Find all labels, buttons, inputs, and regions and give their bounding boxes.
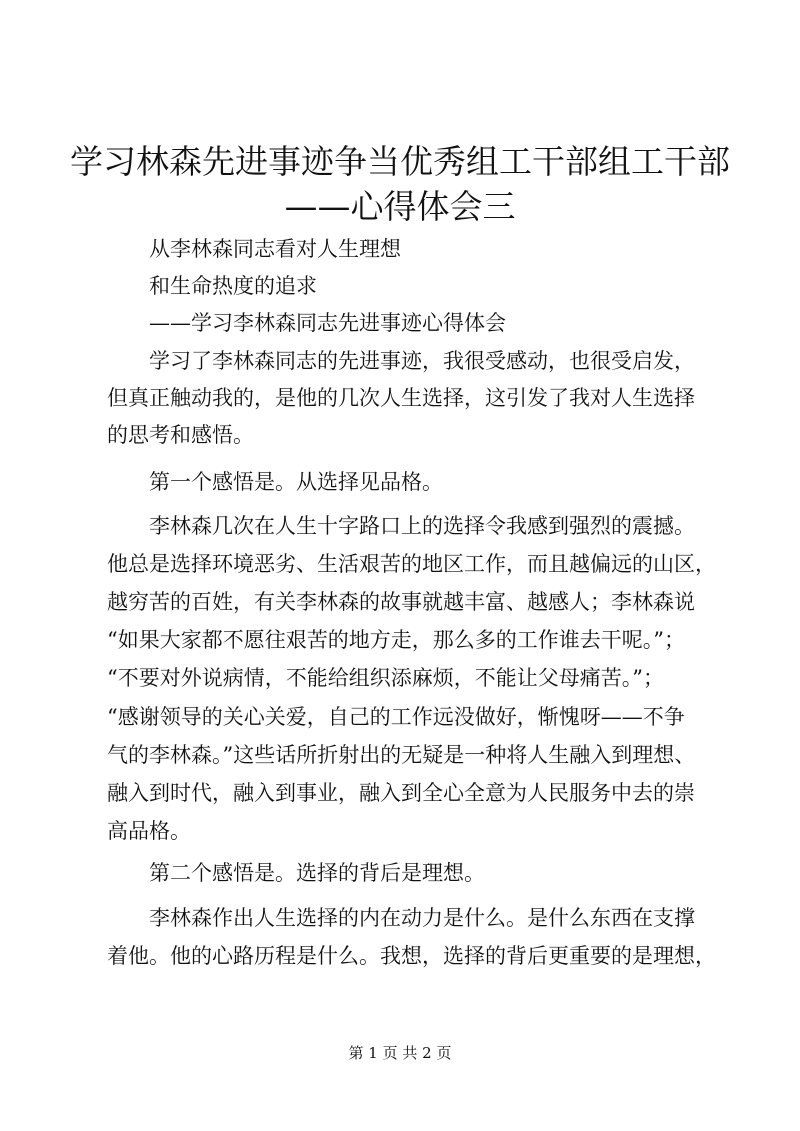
body-line: 但真正触动我的，是他的几次人生选择，这引发了我对人生选择 <box>107 386 695 410</box>
body-line: 的思考和感悟。 <box>107 423 254 447</box>
document-title-line-2: ——心得体会三 <box>284 187 516 226</box>
body-line: “感谢领导的关心关爱，自己的工作远没做好，惭愧呀——不争 <box>107 705 685 729</box>
body-line: 着他。他的心路历程是什么。我想，选择的背后更重要的是理想， <box>107 944 716 968</box>
body-line: ——学习李林森同志先进事迹心得体会 <box>107 311 506 335</box>
body-line: 越穷苦的百姓，有关李林森的故事就越丰富、越感人；李林森说 <box>107 590 695 614</box>
page-number-footer: 第 1 页 共 2 页 <box>348 1044 452 1062</box>
body-line: 融入到时代，融入到事业，融入到全心全意为人民服务中去的崇 <box>107 781 695 805</box>
document-title-line-1: 学习林森先进事迹争当优秀组工干部组工干部 <box>70 142 730 181</box>
body-line: 第二个感悟是。选择的背后是理想。 <box>107 861 485 885</box>
body-line: 和生命热度的追求 <box>107 274 317 298</box>
body-line: 他总是选择环境恶劣、生活艰苦的地区工作，而且越偏远的山区， <box>107 552 716 576</box>
body-line: 高品格。 <box>107 819 191 843</box>
body-line: 李林森几次在人生十字路口上的选择令我感到强烈的震撼。 <box>107 514 695 538</box>
body-line: 李林森作出人生选择的内在动力是什么。是什么东西在支撑 <box>107 906 695 930</box>
body-line: 学习了李林森同志的先进事迹，我很受感动，也很受启发， <box>107 349 695 373</box>
body-line: 从李林森同志看对人生理想 <box>107 237 401 261</box>
body-line: “不要对外说病情，不能给组织添麻烦，不能让父母痛苦。”； <box>107 666 664 690</box>
body-line: 第一个感悟是。从选择见品格。 <box>107 470 443 494</box>
body-line: “如果大家都不愿往艰苦的地方走，那么多的工作谁去干呢。”； <box>107 628 685 652</box>
body-line: 气的李林森。”这些话所折射出的无疑是一种将人生融入到理想、 <box>107 743 696 767</box>
